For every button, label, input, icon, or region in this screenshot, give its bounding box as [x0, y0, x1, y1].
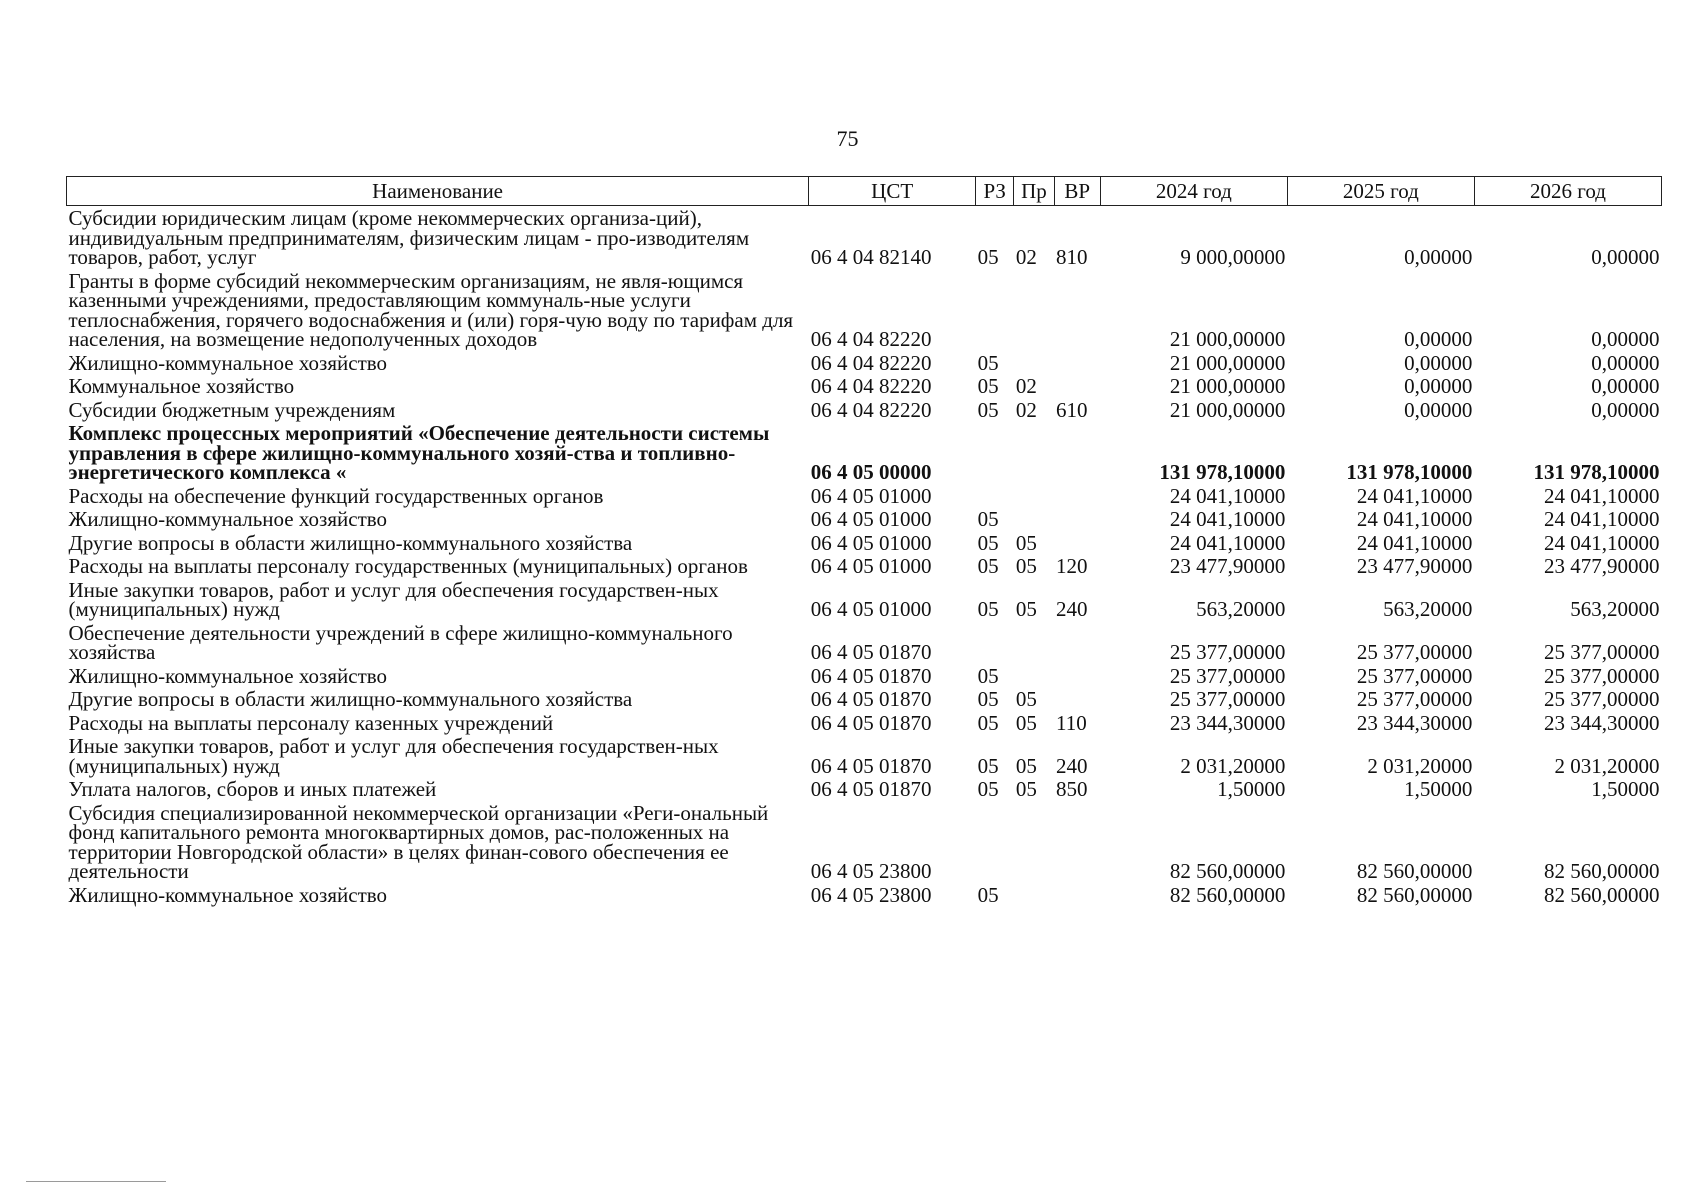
cell-vr — [1054, 351, 1100, 375]
cell-name: Расходы на выплаты персоналу государственных (муниципальных) органов — [68, 554, 748, 578]
table-row — [67, 531, 1662, 555]
cell-vr — [1054, 484, 1100, 508]
cell-2024: 82 560,00000 — [1169, 882, 1286, 907]
cell-vr — [1054, 664, 1100, 688]
cell-2024: 23 477,90000 — [1169, 554, 1286, 578]
cell-cst: 06 4 04 82220 — [810, 350, 932, 375]
cell-2026: 563,20000 — [1570, 597, 1660, 621]
cell-2025: 1,50000 — [1404, 777, 1473, 801]
cell-2024: 24 041,10000 — [1169, 483, 1286, 508]
cell-pr: 02 — [1015, 245, 1037, 269]
cell-2026: 0,00000 — [1591, 245, 1660, 269]
page-number: 75 — [836, 126, 859, 151]
cell-cst: 06 4 05 01000 — [810, 530, 932, 555]
cell-pr — [1014, 507, 1054, 531]
cell-name: Субсидии бюджетным учреждениям — [68, 397, 396, 422]
cell-vr — [1054, 531, 1100, 555]
cell-cst: 06 4 05 01000 — [810, 554, 932, 578]
cell-2024: 23 344,30000 — [1169, 710, 1286, 735]
table-row — [67, 507, 1662, 531]
cell-cst: 06 4 05 23800 — [810, 859, 932, 883]
cell-rz — [976, 801, 1014, 883]
cell-2026: 0,00000 — [1591, 374, 1660, 398]
table-row — [67, 398, 1662, 422]
cell-cst: 06 4 04 82220 — [810, 397, 932, 422]
cell-name: Гранты в форме субсидий некоммерческим организациям, не явля-ющимся казенными учреждениями, предоставляющим коммуналь-ные услуги теплоснабжения, горячего водоснабжения и (или) горя-чую воду по тарифам для населения, на возмещение недополученных доходов — [68, 268, 794, 351]
cell-2026: 0,00000 — [1591, 350, 1660, 375]
cell-2025: 82 560,00000 — [1356, 882, 1473, 907]
header-pr: Пр — [1014, 177, 1054, 206]
table-row — [67, 578, 1662, 621]
header-vr: ВР — [1054, 177, 1100, 206]
cell-rz — [976, 269, 1014, 351]
cell-cst: 06 4 05 01870 — [810, 687, 932, 711]
table-row — [67, 664, 1662, 688]
cell-name: Комплекс процессных мероприятий «Обеспечение деятельности системы управления в сфере жилищно-коммунального хозяй-ства и топливно-энергетического комплекса « — [68, 421, 770, 484]
cell-vr: 610 — [1056, 397, 1088, 422]
cell-2024: 9 000,00000 — [1180, 245, 1286, 269]
cell-cst: 06 4 04 82220 — [810, 374, 932, 398]
table-row — [67, 883, 1662, 907]
cell-2024: 563,20000 — [1196, 597, 1286, 621]
cell-rz: 05 — [977, 882, 999, 907]
cell-rz: 05 — [977, 245, 999, 269]
cell-2026: 23 344,30000 — [1544, 710, 1660, 735]
cell-cst: 06 4 05 01870 — [810, 777, 932, 801]
cell-name: Жилищно-коммунальное хозяйство — [68, 882, 388, 907]
cell-name: Расходы на обеспечение функций государственных органов — [68, 483, 604, 508]
cell-2025: 0,00000 — [1404, 374, 1473, 398]
cell-rz: 05 — [977, 663, 999, 688]
cell-2025: 82 560,00000 — [1356, 859, 1473, 883]
cell-rz: 05 — [977, 710, 999, 735]
cell-cst: 06 4 05 23800 — [810, 882, 932, 907]
cell-pr — [1014, 621, 1054, 664]
cell-name: Обеспечение деятельности учреждений в сфере жилищно-коммунального хозяйства — [68, 620, 733, 664]
header-2024: 2024 год — [1100, 177, 1287, 206]
cell-2026: 24 041,10000 — [1544, 507, 1660, 531]
table-body — [67, 206, 1662, 907]
cell-vr: 810 — [1056, 245, 1088, 269]
header-2026: 2026 год — [1474, 177, 1661, 206]
table-row — [67, 206, 1662, 269]
cell-2025: 23 344,30000 — [1356, 710, 1473, 735]
cell-name: Другие вопросы в области жилищно-коммунального хозяйства — [68, 530, 633, 555]
cell-rz: 05 — [977, 507, 999, 531]
cell-name: Субсидия специализированной некоммерческой организации «Реги-ональный фонд капитального ремонта многоквартирных домов, рас-положенных на территории Новгородской области» в целях финан-сового обеспечения ее деятельности — [68, 800, 769, 883]
cell-rz — [976, 621, 1014, 664]
cell-2025: 25 377,00000 — [1356, 687, 1473, 711]
cell-rz: 05 — [977, 777, 999, 801]
cell-2024: 24 041,10000 — [1169, 507, 1286, 531]
table-row — [67, 801, 1662, 883]
cell-rz: 05 — [977, 530, 999, 555]
cell-2026: 24 041,10000 — [1544, 530, 1660, 555]
header-name: Наименование — [67, 177, 809, 206]
cell-cst: 06 4 05 01870 — [810, 640, 932, 664]
cell-cst: 06 4 05 01870 — [810, 710, 932, 735]
table-row — [67, 554, 1662, 578]
cell-2026: 82 560,00000 — [1544, 882, 1660, 907]
cell-2024: 21 000,00000 — [1169, 397, 1286, 422]
cell-2025: 24 041,10000 — [1356, 530, 1473, 555]
cell-rz — [976, 421, 1014, 484]
cell-pr: 05 — [1015, 530, 1037, 555]
cell-pr — [1014, 269, 1054, 351]
cell-2026: 0,00000 — [1591, 397, 1660, 422]
cell-2024: 21 000,00000 — [1169, 327, 1286, 351]
cell-cst: 06 4 05 00000 — [810, 460, 932, 484]
cell-pr — [1014, 484, 1054, 508]
cell-2026: 0,00000 — [1591, 327, 1660, 351]
table-row — [67, 621, 1662, 664]
cell-pr — [1014, 883, 1054, 907]
cell-pr — [1014, 801, 1054, 883]
cell-2024: 25 377,00000 — [1169, 640, 1286, 664]
cell-name: Иные закупки товаров, работ и услуг для обеспечения государствен-ных (муниципальных) нужд — [68, 734, 719, 778]
cell-name: Субсидии юридическим лицам (кроме некоммерческих организа-ций), индивидуальным предпринимателям, физическим лицам - про-изводителям товаров, работ, услуг — [68, 206, 750, 269]
cell-2025: 2 031,20000 — [1367, 753, 1473, 778]
cell-pr: 02 — [1015, 397, 1037, 422]
header-2025: 2025 год — [1287, 177, 1474, 206]
cell-vr — [1054, 883, 1100, 907]
cell-vr — [1054, 421, 1100, 484]
cell-pr: 05 — [1015, 710, 1037, 735]
cell-rz: 05 — [977, 554, 999, 578]
cell-2026: 25 377,00000 — [1544, 640, 1660, 664]
cell-rz — [976, 484, 1014, 508]
cell-2024: 21 000,00000 — [1169, 374, 1286, 398]
cell-2025: 24 041,10000 — [1356, 507, 1473, 531]
cell-pr: 05 — [1015, 687, 1037, 711]
cell-cst: 06 4 04 82140 — [810, 245, 932, 269]
table-row — [67, 269, 1662, 351]
cell-vr: 240 — [1056, 753, 1088, 778]
cell-2026: 24 041,10000 — [1544, 483, 1660, 508]
table-header — [67, 177, 1662, 206]
cell-pr — [1014, 351, 1054, 375]
cell-pr — [1014, 664, 1054, 688]
cell-2024: 25 377,00000 — [1169, 663, 1286, 688]
cell-pr — [1014, 421, 1054, 484]
cell-vr — [1054, 687, 1100, 711]
cell-2025: 131 978,10000 — [1346, 460, 1473, 484]
cell-pr: 02 — [1015, 374, 1037, 398]
cell-name: Коммунальное хозяйство — [68, 374, 295, 398]
cell-2026: 131 978,10000 — [1533, 460, 1660, 484]
cell-2025: 0,00000 — [1404, 327, 1473, 351]
cell-2025: 0,00000 — [1404, 397, 1473, 422]
cell-2024: 1,50000 — [1217, 777, 1286, 801]
cell-2024: 2 031,20000 — [1180, 753, 1286, 778]
table-row — [67, 687, 1662, 711]
cell-cst: 06 4 05 01870 — [810, 753, 932, 778]
cell-pr: 05 — [1015, 777, 1037, 801]
scan-mark — [26, 1181, 166, 1182]
cell-vr: 120 — [1056, 554, 1088, 578]
cell-2025: 25 377,00000 — [1356, 640, 1473, 664]
cell-rz: 05 — [977, 597, 999, 621]
cell-2026: 25 377,00000 — [1544, 687, 1660, 711]
cell-name: Уплата налогов, сборов и иных платежей — [68, 777, 437, 801]
cell-2026: 23 477,90000 — [1544, 554, 1660, 578]
cell-pr: 05 — [1015, 597, 1037, 621]
cell-cst: 06 4 05 01870 — [810, 663, 932, 688]
cell-rz: 05 — [977, 350, 999, 375]
header-rz: РЗ — [976, 177, 1014, 206]
cell-name: Иные закупки товаров, работ и услуг для обеспечения государствен-ных (муниципальных) нужд — [68, 577, 719, 621]
budget-table — [66, 176, 1662, 906]
cell-vr — [1054, 621, 1100, 664]
table-row — [67, 484, 1662, 508]
table-row — [67, 777, 1662, 801]
cell-2025: 24 041,10000 — [1356, 483, 1473, 508]
cell-vr — [1054, 801, 1100, 883]
cell-rz: 05 — [977, 374, 999, 398]
cell-name: Жилищно-коммунальное хозяйство — [68, 507, 388, 531]
cell-name: Жилищно-коммунальное хозяйство — [68, 350, 388, 375]
table-row — [67, 374, 1662, 398]
cell-2025: 0,00000 — [1404, 350, 1473, 375]
cell-cst: 06 4 04 82220 — [810, 327, 932, 351]
header-cst: ЦСТ — [809, 177, 976, 206]
table-row — [67, 734, 1662, 777]
cell-2025: 23 477,90000 — [1356, 554, 1473, 578]
cell-name: Расходы на выплаты персоналу казенных учреждений — [68, 710, 554, 735]
cell-vr — [1054, 507, 1100, 531]
cell-vr: 240 — [1056, 597, 1088, 621]
cell-pr: 05 — [1015, 554, 1037, 578]
cell-cst: 06 4 05 01000 — [810, 507, 932, 531]
table-row — [67, 421, 1662, 484]
cell-2024: 25 377,00000 — [1169, 687, 1286, 711]
cell-2024: 21 000,00000 — [1169, 350, 1286, 375]
cell-rz: 05 — [977, 687, 999, 711]
cell-cst: 06 4 05 01000 — [810, 597, 932, 621]
cell-vr — [1054, 269, 1100, 351]
cell-2024: 82 560,00000 — [1169, 859, 1286, 883]
cell-pr: 05 — [1015, 753, 1037, 778]
cell-rz: 05 — [977, 753, 999, 778]
cell-2026: 1,50000 — [1591, 777, 1660, 801]
cell-vr — [1054, 374, 1100, 398]
cell-2025: 563,20000 — [1383, 597, 1473, 621]
cell-2026: 2 031,20000 — [1554, 753, 1660, 778]
cell-vr: 110 — [1056, 710, 1087, 735]
cell-2024: 131 978,10000 — [1159, 460, 1286, 484]
cell-rz: 05 — [977, 397, 999, 422]
cell-name: Жилищно-коммунальное хозяйство — [68, 663, 388, 688]
table-row — [67, 351, 1662, 375]
cell-name: Другие вопросы в области жилищно-коммунального хозяйства — [68, 687, 633, 711]
table-row — [67, 711, 1662, 735]
cell-cst: 06 4 05 01000 — [810, 483, 932, 508]
cell-vr: 850 — [1056, 777, 1088, 801]
cell-2026: 82 560,00000 — [1544, 859, 1660, 883]
cell-2024: 24 041,10000 — [1169, 530, 1286, 555]
cell-2026: 25 377,00000 — [1544, 663, 1660, 688]
cell-2025: 25 377,00000 — [1356, 663, 1473, 688]
cell-2025: 0,00000 — [1404, 245, 1473, 269]
